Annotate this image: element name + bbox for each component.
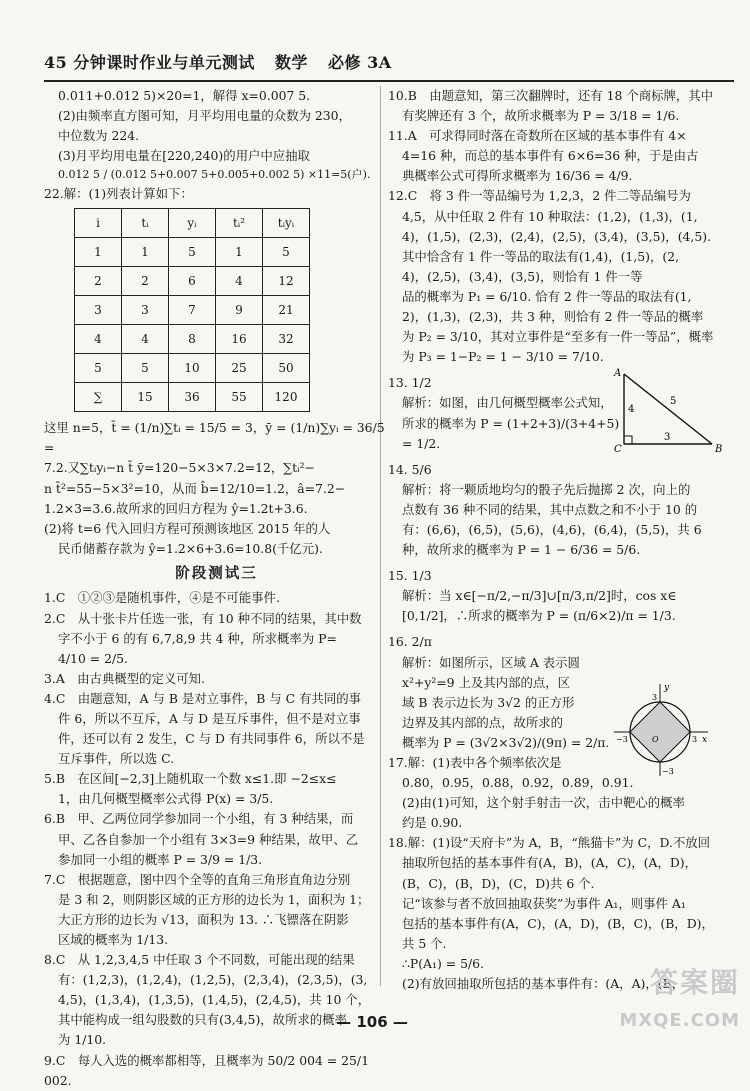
answer-line: 包括的基本事件有(A，C)，(A，D)，(B，C)，(B，D)， [402, 915, 714, 931]
text-line: (3)月平均用电量在[220,240)的用户中应抽取 [58, 148, 310, 164]
answer-line: 4)，(2,5)，(3,4)，(3,5)，则恰有 1 件一等 [402, 268, 643, 284]
left-column [44, 86, 389, 1091]
table-cell: 15 [122, 383, 169, 412]
answer-line: 共 5 个. [402, 935, 447, 951]
answer-line: [0,1/2]，∴所求的概率为 P = (π/6×2)/π = 1/3. [402, 608, 676, 624]
table-header: tᵢ [122, 209, 169, 238]
answer-line: 解析：当 x∈[−π/2,−π/3]∪[π/3,π/2]时，cos x∈ [402, 588, 677, 604]
answer-line: 10.B 由题意知，第三次翻牌时，还有 18 个商标牌，其中 [388, 88, 714, 103]
answer-line: 其中能构成一组勾股数的只有(3,4,5)，故所求的概率 [58, 1012, 348, 1028]
triangle-figure [612, 366, 732, 454]
watermark [619, 960, 740, 1035]
label-b: B [715, 444, 723, 454]
table-cell: 3 [122, 296, 169, 325]
answer-line: 为 P₂ = 3/10，其对立事件是“至多有一件一等品”，概率 [402, 329, 714, 345]
answer-line: 17.解：(1)表中各个频率依次是 [388, 755, 562, 770]
answer-line: 参加同一小组的概率 P = 3/9 = 1/3. [58, 851, 263, 867]
answer-line: 解析：如图所示，区域 A 表示圆 [402, 654, 580, 670]
answer-line: 件，还可以有 2 发生，C 与 D 有共同事件 6，所以不是 [58, 731, 365, 747]
text-line: 1.2×3=3.6.故所求的回归方程为 ŷ=1.2t+3.6. [44, 500, 308, 516]
table-cell: 21 [263, 296, 310, 325]
answer-line: 3.A 由古典概型的定义可知. [44, 670, 206, 686]
answer-line: 4,5，从中任取 2 件有 10 种取法：(1,2)，(1,3)，(1, [402, 208, 698, 224]
answer-line: 其中恰含有 1 件一等品的取法有(1,4)，(1,5)，(2, [402, 248, 680, 264]
header-series: 45 分钟课时作业与单元测试 [44, 53, 255, 72]
answer-line: 记“该参与者不放回抽取获奖”为事件 A₁，则事件 A₁ [402, 895, 686, 911]
table-cell: 5 [169, 238, 216, 267]
label-5: 5 [670, 396, 677, 407]
table-cell: 55 [216, 383, 263, 412]
answer-line: 1，由几何概型概率公式得 P(x) = 3/5. [58, 791, 274, 807]
text-line: 民币储蓄存款为 ŷ=1.2×6+3.6=10.8(千亿元). [58, 540, 323, 556]
label-neg3-left: −3 [616, 735, 628, 744]
answer-line: 概率为 P = (3√2×3√2)/(9π) = 2/π. [402, 734, 610, 750]
answer-line: 域 B 表示边长为 3√2 的正方形 [402, 694, 575, 710]
circle-square-figure [612, 680, 712, 780]
answer-line: 13. 1/2 [388, 375, 432, 391]
answer-line: 14. 5/6 [388, 461, 432, 477]
answer-line: 4.C 由题意知，A 与 B 是对立事件，B 与 C 有共同的事 [44, 690, 361, 706]
table-cell: 32 [263, 325, 310, 354]
table-cell: 16 [216, 325, 263, 354]
label-3-right: 3 [692, 735, 698, 744]
text-line: 0.011+0.012 5)×20=1，解得 x=0.007 5. [58, 88, 311, 103]
table-cell: 1 [122, 238, 169, 267]
answer-line: 互斥事件，所以选 C. [58, 751, 175, 767]
answer-line: 9.C 每人入选的概率都相等，且概率为 50/2 004 = 25/1 002. [44, 1052, 369, 1088]
answer-line: 抽取所包括的基本事件有(A，B)，(A，C)，(A，D)， [402, 855, 698, 871]
table-cell: 50 [263, 354, 310, 383]
table-header: tᵢyᵢ [263, 209, 310, 238]
right-angle-mark [624, 436, 632, 444]
label-c: C [614, 444, 622, 454]
answer-line: 5.B 在区间[−2,3]上随机取一个数 x≤1.即 −2≤x≤ [44, 771, 337, 787]
table-cell: 4 [216, 267, 263, 296]
answer-line: 边界及其内部的点，故所求的 [402, 714, 564, 730]
label-y: y [664, 683, 670, 693]
answer-line: 点数有 36 种不同的结果，其中点数之和不小于 10 的 [402, 501, 698, 517]
text-line: 这里 n=5，t̄ = (1/n)∑tᵢ = 15/5 = 3，ȳ = (1/n)∑yᵢ = 36/5 = [44, 420, 385, 456]
header-subject: 数学 [274, 53, 308, 72]
text-line: 0.012 5 / (0.012 5+0.007 5+0.005+0.002 5) ×11=5(户). [58, 168, 371, 182]
table-cell: 2 [75, 267, 122, 296]
answer-line: 甲、乙各自参加一个小组有 3×3=9 种结果，故甲、乙 [58, 831, 359, 847]
table-cell: 5 [263, 238, 310, 267]
table-cell: 10 [169, 354, 216, 383]
answer-line: 解析：如图，由几何概型概率公式知， [402, 395, 613, 411]
answer-line: 件 6，所以不互斥，A 与 D 是互斥事件，但不是对立事 [58, 710, 361, 726]
table-cell: 4 [75, 325, 122, 354]
table-cell: 5 [75, 354, 122, 383]
answer-line: 4)，(1,5)，(2,3)，(2,4)，(2,5)，(3,4)，(3,5)，(4,5). [402, 228, 712, 244]
answer-line: 字不小于 6 的有 6,7,8,9 共 4 种，所求概率为 P= [58, 630, 337, 646]
label-a: A [614, 368, 622, 379]
table-cell: 3 [75, 296, 122, 325]
answer-line: 大正方形的边长为 √13，面积为 13. ∴飞镖落在阴影 [58, 911, 349, 927]
table-cell: 8 [169, 325, 216, 354]
answer-line: (2)有放回抽取所包括的基本事件有：(A，A)，(B， [402, 976, 685, 992]
answer-line: 11.A 可求得同时落在奇数所在区域的基本事件有 4× [388, 128, 687, 144]
answer-line: 12.C 将 3 件一等品编号为 1,2,3，2 件二等品编号为 [388, 188, 691, 204]
answer-line: 有：(1,2,3)，(1,2,4)，(1,2,5)，(2,3,4)，(2,3,5)，(3, [58, 972, 368, 988]
table-cell: 36 [169, 383, 216, 412]
answer-line: 是 3 和 2，则阴影区域的正方形的边长为 1，面积为 1； [58, 891, 370, 907]
answer-line: 4=16 种，而总的基本事件有 6×6=36 种，于是由古 [402, 148, 699, 164]
answer-line: 15. 1/3 [388, 568, 432, 584]
table-cell: 120 [263, 383, 310, 412]
table-cell: 4 [122, 325, 169, 354]
answer-line: 2)，(1,3)，(2,3)，共 3 种，则恰有 2 件一等品的概率 [402, 309, 704, 325]
text-line: 22.解：(1)列表计算如下： [44, 186, 193, 202]
answer-line: 0.80，0.95，0.88，0.92，0.89，0.91. [402, 775, 634, 791]
table-header: i [75, 209, 122, 238]
answer-line: ∴P(A₁) = 5/6. [402, 955, 484, 971]
data-table [74, 208, 310, 412]
table-cell: 7 [169, 296, 216, 325]
right-column [388, 86, 740, 994]
answer-line: 所求的概率为 P = (1+2+3)/(3+4+5) = 1/2. [402, 415, 620, 451]
label-x: x [702, 735, 708, 745]
table-cell: 2 [122, 267, 169, 296]
answer-line: 有：(6,6)，(6,5)，(5,6)，(4,6)，(6,4)，(5,5)，共 6 [402, 521, 702, 537]
watermark-line2: MXQE.COM [619, 1009, 740, 1031]
table-cell: 25 [216, 354, 263, 383]
answer-line: 约是 0.90. [402, 815, 463, 831]
table-header: yᵢ [169, 209, 216, 238]
answer-line: 7.C 根据题意，图中四个全等的直角三角形直角边分别 [44, 871, 351, 887]
text-line: (2)将 t=6 代入回归方程可预测该地区 2015 年的人 [44, 520, 331, 536]
answer-line: 解析：将一颗质地均匀的骰子先后抛掷 2 次，向上的 [402, 481, 691, 497]
answer-line: 16. 2/π [388, 634, 432, 650]
text-line: 7.2.又∑tᵢyᵢ−n t̄ ȳ=120−5×3×7.2=12，∑tᵢ²− [44, 460, 315, 476]
page-number: — 106 — [336, 1013, 408, 1031]
watermark-line1: 答案圈 [649, 966, 740, 1000]
table-cell: 9 [216, 296, 263, 325]
answer-line: 区域的概率为 1/13. [58, 932, 169, 948]
header-book: 必修 3A [328, 53, 392, 72]
label-origin: O [652, 735, 659, 744]
table-header: tᵢ² [216, 209, 263, 238]
answer-line: 4,5)，(1,3,4)，(1,3,5)，(1,4,5)，(2,4,5)，共 10 个， [58, 992, 371, 1008]
answer-line: 为 1/10. [58, 1032, 107, 1048]
text-line: n t̄²=55−5×3²=10，从而 b̂=12/10=1.2，â=7.2− [44, 480, 346, 496]
label-4: 4 [628, 404, 635, 415]
answer-line: 8.C 从 1,2,3,4,5 中任取 3 个不同数，可能出现的结果 [44, 952, 355, 968]
answer-line: 2.C 从十张卡片任选一张，有 10 种不同的结果，其中数 [44, 610, 362, 626]
table-cell: 1 [216, 238, 263, 267]
label-neg3-bottom: −3 [662, 767, 674, 776]
label-3: 3 [664, 432, 671, 443]
answer-line: 18.解：(1)设“天府卡”为 A，B，“熊猫卡”为 C，D.不放回 [388, 835, 711, 851]
label-3-top: 3 [652, 693, 658, 702]
page-header [44, 50, 734, 82]
text-line: 中位数为 224. [58, 128, 140, 144]
answer-line: 1.C ①②③是随机事件，④是不可能事件. [44, 590, 280, 606]
text-line: (2)由频率直方图可知，月平均用电量的众数为 230， [58, 108, 351, 124]
table-cell: 1 [75, 238, 122, 267]
answer-line: 典概率公式可得所求概率为 16/36 = 4/9. [402, 168, 633, 184]
answer-line: (B，C)，(B，D)，(C，D)共 6 个. [402, 875, 595, 891]
table-cell: 5 [122, 354, 169, 383]
answer-line: 为 P₃ = 1−P₂ = 1 − 3/10 = 7/10. [402, 349, 604, 365]
answer-line: 6.B 甲、乙两位同学参加同一个小组，有 3 种结果，而 [44, 811, 354, 827]
answer-line: 种，故所求的概率为 P = 1 − 6/36 = 5/6. [402, 542, 641, 558]
answer-line: 4/10 = 2/5. [58, 650, 128, 666]
table-cell: 6 [169, 267, 216, 296]
section-title: 阶段测试三 [175, 565, 258, 582]
answer-line: (2)由(1)可知，这个射手射击一次，击中靶心的概率 [402, 795, 685, 811]
table-cell: ∑ [75, 383, 122, 412]
table-cell: 12 [263, 267, 310, 296]
answer-line: 有奖牌还有 3 个，故所求概率为 P = 3/18 = 1/6. [402, 108, 680, 124]
answer-line: x²+y²=9 上及其内部的点，区 [402, 674, 571, 690]
answer-line: 品的概率为 P₁ = 6/10. 恰有 2 件一等品的取法有(1, [402, 288, 692, 304]
